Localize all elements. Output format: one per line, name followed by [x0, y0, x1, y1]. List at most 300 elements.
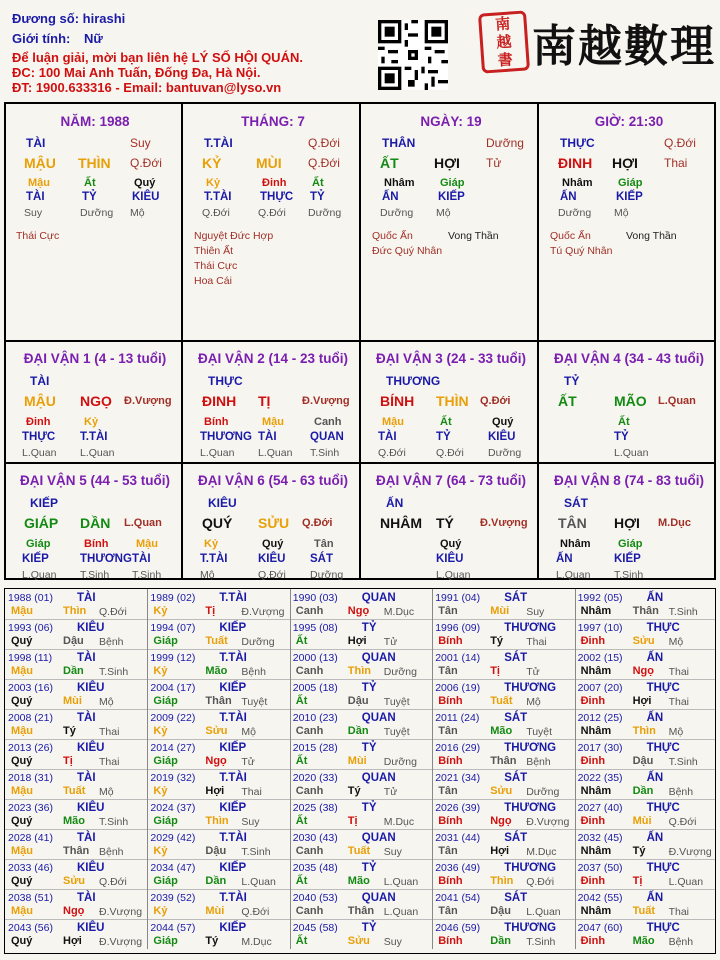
annual-stem: Ất — [295, 635, 308, 647]
annual-god: TÀI — [77, 772, 96, 784]
annual-branch: Dậu — [205, 845, 227, 857]
annual-col-divider — [575, 799, 576, 829]
annual-col-divider — [290, 919, 291, 949]
annual-year: 2030 (43) — [292, 832, 338, 844]
annual-god: KIẾP — [219, 742, 247, 754]
annual-god: TÀI — [77, 652, 96, 664]
annual-stem: Giáp — [153, 635, 178, 647]
dai-van-stage: L.Quan — [124, 517, 162, 529]
dai-van-hidden-stage: L.Quan — [22, 447, 57, 459]
dai-van-hidden-stem: Ất — [440, 416, 452, 428]
annual-year: 2008 (21) — [8, 712, 53, 724]
annual-year: 2038 (51) — [8, 892, 53, 904]
annual-col-divider — [290, 799, 291, 829]
dai-van-branch: TỊ — [258, 393, 271, 409]
annual-col-divider — [147, 739, 148, 769]
annual-god: TÀI — [77, 592, 96, 604]
annual-year: 2019 (32) — [150, 772, 196, 784]
annual-year: 2027 (40) — [577, 802, 623, 814]
annual-year: 2004 (17) — [150, 682, 196, 694]
annual-col-divider — [147, 769, 148, 799]
annual-row-divider — [5, 859, 715, 860]
annual-god: KIẾP — [219, 682, 247, 694]
annual-stage: Mộ — [241, 726, 256, 738]
annual-col-divider — [575, 619, 576, 649]
hidden-stem: Ất — [312, 177, 324, 189]
annual-god: THỰC — [646, 682, 680, 694]
annual-branch: Dần — [632, 785, 654, 797]
hidden-stem: Ất — [84, 177, 96, 189]
annual-god: SÁT — [504, 772, 528, 784]
annual-stem: Giáp — [153, 935, 178, 947]
annual-stage: M.Dục — [241, 936, 272, 948]
annual-year: 2012 (25) — [577, 712, 623, 724]
dai-van-hidden-stem: Giáp — [26, 538, 51, 550]
dai-van-hidden-stem: Canh — [314, 416, 342, 428]
dai-van-branch: HỢI — [614, 515, 640, 531]
annual-year: 2041 (54) — [435, 892, 481, 904]
pillar-god: TÀI — [26, 136, 46, 150]
annual-stage: Mộ — [668, 726, 684, 738]
annual-god: ẤN — [646, 892, 664, 904]
annual-year: 2016 (29) — [435, 742, 481, 754]
annual-god: TỶ — [361, 742, 377, 754]
annual-god: KIÊU — [77, 682, 105, 694]
annual-god: ẤN — [646, 832, 664, 844]
annual-stem: Bính — [438, 755, 463, 767]
dai-van-title: ĐẠI VẬN 4 (34 - 43 tuổi) — [553, 351, 705, 366]
hidden-god: THỰC — [260, 191, 294, 203]
dai-van-hidden-god: TỶ — [436, 431, 451, 443]
pillar-branch: MÙI — [256, 155, 282, 171]
dai-van-hidden-stage: Mộ — [200, 569, 215, 581]
annual-stage: T.Sinh — [241, 846, 271, 858]
annual-god: T.TÀI — [219, 652, 247, 664]
annual-branch: Tý — [347, 785, 361, 797]
annual-year: 2034 (47) — [150, 862, 196, 874]
annual-year: 2039 (52) — [150, 892, 196, 904]
annual-stem: Mậu — [11, 605, 33, 617]
annual-stage: Dưỡng — [383, 756, 417, 768]
annual-stem: Quý — [11, 635, 33, 647]
annual-stem: Ất — [295, 935, 308, 947]
annual-stem: Mậu — [11, 665, 33, 677]
annual-branch: Thìn — [63, 605, 87, 617]
dai-van-hidden-god: TÀI — [132, 553, 151, 565]
annual-stem: Đinh — [580, 875, 606, 887]
annual-col-divider — [147, 919, 148, 949]
annual-year: 2029 (42) — [150, 832, 196, 844]
annual-col-divider — [432, 889, 433, 919]
annual-row-divider — [5, 709, 715, 710]
annual-year: 2028 (41) — [8, 832, 53, 844]
annual-branch: Tuất — [490, 695, 513, 707]
annual-year: 1993 (06) — [8, 622, 53, 634]
annual-god: SÁT — [504, 652, 528, 664]
annual-stage: Suy — [383, 846, 402, 858]
pillar-stage: Suy — [130, 136, 151, 150]
annual-stage: Dưỡng — [383, 666, 417, 678]
pillar-branch-stage: Thai — [664, 156, 688, 170]
annual-branch: Tý — [63, 725, 76, 737]
annual-branch: Ngọ — [347, 605, 370, 617]
annual-stem: Đinh — [580, 815, 606, 827]
annual-col-divider — [432, 829, 433, 859]
annual-year: 2025 (38) — [292, 802, 338, 814]
annual-stem: Mậu — [11, 725, 33, 737]
annual-branch: Sửu — [632, 635, 655, 647]
annual-branch: Thân — [347, 905, 375, 917]
annual-branch: Ngọ — [490, 815, 512, 827]
dai-van-stage: Đ.Vượng — [480, 517, 528, 529]
annual-god: KIẾP — [219, 802, 247, 814]
annual-stem: Giáp — [153, 815, 178, 827]
annual-stem: Bính — [438, 935, 463, 947]
annual-col-divider — [432, 739, 433, 769]
annual-stem: Kỷ — [153, 845, 168, 857]
dai-van-hidden-stem: Mậu — [382, 416, 404, 428]
dai-van-hidden-stem: Giáp — [618, 538, 643, 550]
hidden-stem: Mậu — [28, 177, 50, 189]
dai-van-branch: NGỌ — [80, 393, 112, 409]
annual-col-divider — [432, 769, 433, 799]
annual-god: ẤN — [646, 652, 664, 664]
annual-year: 2010 (23) — [292, 712, 338, 724]
annual-branch: Thân — [63, 845, 90, 857]
annual-col-divider — [290, 589, 291, 619]
dai-van-stage: Q.Đới — [302, 517, 333, 529]
gender-value: Nữ — [84, 31, 103, 46]
annual-branch: Mùi — [632, 815, 652, 827]
dai-van-stem: NHÂM — [380, 515, 422, 531]
annual-col-divider — [290, 739, 291, 769]
annual-stem: Đinh — [580, 695, 606, 707]
annual-year: 1999 (12) — [150, 652, 196, 664]
annual-branch: Tị — [632, 875, 643, 887]
gender-label: Giới tính: — [12, 31, 71, 46]
annual-stage: Tử — [241, 756, 255, 768]
shensha-star: Nguyệt Đức Hợp — [194, 230, 274, 242]
annual-god: QUAN — [361, 772, 396, 784]
annual-branch: Thìn — [347, 665, 372, 677]
annual-god: SÁT — [504, 592, 528, 604]
annual-stem: Canh — [295, 905, 324, 917]
annual-stage: L.Quan — [241, 876, 276, 888]
pillar-stage: Q.Đới — [308, 136, 340, 150]
annual-stage: L.Quan — [383, 876, 419, 888]
dai-van-hidden-stem: Bính — [204, 416, 229, 428]
shensha-star: Thái Cực — [16, 230, 60, 242]
annual-stage: Thai — [668, 696, 690, 708]
annual-year: 1996 (09) — [435, 622, 481, 634]
annual-year: 2026 (39) — [435, 802, 481, 814]
annual-col-divider — [147, 619, 148, 649]
annual-stem: Ất — [295, 755, 308, 767]
brand-logo: 南越數理 — [532, 21, 716, 72]
annual-stage: Thai — [526, 636, 547, 648]
annual-god: KIẾP — [219, 862, 247, 874]
annual-branch: Dần — [63, 665, 84, 677]
dai-van-hidden-god: TỶ — [614, 431, 629, 443]
annual-year: 2024 (37) — [150, 802, 196, 814]
annual-year: 2032 (45) — [577, 832, 623, 844]
annual-branch: Mùi — [490, 605, 510, 617]
annual-stem: Tân — [438, 665, 458, 677]
annual-stage: T.Sinh — [99, 816, 129, 828]
annual-stem: Quý — [11, 815, 33, 827]
owner-name: Đương số: hirashi — [12, 11, 126, 26]
annual-god: QUAN — [361, 652, 396, 664]
dai-van-hidden-god: T.TÀI — [80, 431, 108, 443]
annual-branch: Hợi — [632, 695, 652, 707]
annual-god: SÁT — [504, 712, 528, 724]
hidden-stage: Dưỡng — [558, 207, 592, 219]
dai-van-branch: THÌN — [436, 393, 469, 409]
annual-col-divider — [147, 709, 148, 739]
annual-stem: Ất — [295, 875, 308, 887]
dai-van-hidden-god: ẤN — [556, 553, 573, 565]
annual-stage: T.Sinh — [668, 756, 698, 768]
annual-stem: Tân — [438, 605, 458, 617]
annual-year: 2000 (13) — [292, 652, 338, 664]
annual-col-divider — [575, 649, 576, 679]
dai-van-stem: MẬU — [24, 393, 56, 409]
annual-col-divider — [575, 769, 576, 799]
shensha-star: Đức Quý Nhân — [372, 245, 443, 257]
pillar-title: GIỜ: 21:30 — [594, 114, 664, 129]
annual-branch: Thân — [490, 755, 517, 767]
annual-year: 2040 (53) — [292, 892, 338, 904]
annual-stage: T.Sinh — [99, 666, 129, 678]
annual-stem: Bính — [438, 695, 463, 707]
annual-col-divider — [432, 859, 433, 889]
annual-stage: L.Quan — [526, 906, 561, 918]
annual-stem: Canh — [295, 725, 324, 737]
dai-van-hidden-stage: Dưỡng — [310, 569, 344, 581]
pillar-title: NGÀY: 19 — [420, 114, 482, 129]
annual-god: THƯƠNG — [504, 802, 557, 814]
annual-stage: Bệnh — [99, 846, 124, 858]
seal-char-2: 越 — [495, 32, 513, 52]
annual-branch: Sửu — [205, 725, 228, 737]
annual-stem: Kỷ — [153, 905, 168, 917]
annual-god: THỰC — [646, 922, 680, 934]
annual-stage: T.Sinh — [668, 606, 698, 618]
annual-row-divider — [5, 649, 715, 650]
annual-year: 2017 (30) — [577, 742, 623, 754]
annual-branch: Mùi — [63, 695, 82, 707]
shensha-star: Vong Thần — [626, 230, 677, 242]
annual-branch: Thìn — [205, 815, 229, 827]
annual-branch: Mão — [347, 875, 370, 887]
dai-van-title: ĐẠI VẬN 7 (64 - 73 tuổi) — [375, 473, 527, 488]
annual-god: THỰC — [646, 742, 680, 754]
annual-stem: Giáp — [153, 695, 178, 707]
annual-stem: Nhâm — [580, 725, 612, 737]
dai-van-stem: QUÝ — [202, 515, 233, 531]
annual-branch: Thìn — [632, 725, 656, 737]
annual-branch: Mùi — [347, 755, 367, 767]
dai-van-stage: M.Dục — [658, 517, 691, 529]
annual-year: 2035 (48) — [292, 862, 338, 874]
annual-stage: Bệnh — [526, 756, 551, 768]
annual-row-divider — [5, 919, 715, 920]
dai-van-god: TỶ — [564, 374, 580, 388]
annual-year: 1997 (10) — [577, 622, 623, 634]
annual-stage: Q.Đới — [668, 816, 697, 828]
annual-branch: Tuất — [347, 845, 371, 857]
annual-col-divider — [290, 829, 291, 859]
annual-stage: Bệnh — [668, 936, 694, 948]
dai-van-hidden-stem: Mậu — [136, 538, 158, 550]
annual-year: 2043 (56) — [8, 922, 53, 934]
annual-year: 1988 (01) — [8, 592, 53, 604]
pillar-branch: THÌN — [78, 155, 111, 171]
annual-stage: Q.Đới — [99, 606, 127, 618]
annual-stage: Suy — [383, 936, 402, 948]
annual-branch: Mão — [63, 815, 85, 827]
annual-year: 2045 (58) — [292, 922, 338, 934]
annual-stem: Bính — [438, 815, 463, 827]
pillar-god: THỰC — [560, 136, 595, 150]
dai-van-branch: MÃO — [614, 393, 647, 409]
annual-year: 2037 (50) — [577, 862, 623, 874]
annual-year: 2022 (35) — [577, 772, 623, 784]
annual-branch: Dần — [205, 875, 227, 887]
annual-col-divider — [290, 859, 291, 889]
annual-stem: Đinh — [580, 755, 606, 767]
annual-year: 2042 (55) — [577, 892, 623, 904]
annual-stage: Bệnh — [668, 786, 694, 798]
annual-god: TÀI — [77, 832, 96, 844]
annual-col-divider — [432, 919, 433, 949]
qr-code-icon — [378, 20, 448, 90]
dai-van-hidden-stage: L.Quan — [614, 447, 649, 459]
dai-van-god: TÀI — [30, 374, 50, 388]
contact-note: Để luận giải, mời bạn liên hệ LÝ SỐ HỘI QUÁN. — [12, 50, 303, 65]
annual-stem: Kỷ — [153, 785, 168, 797]
address: ĐC: 100 Mai Anh Tuấn, Đống Đa, Hà Nội. — [12, 65, 261, 80]
annual-row-divider — [5, 679, 715, 680]
annual-god: THỰC — [646, 862, 680, 874]
pillar-stage: Q.Đới — [664, 136, 696, 150]
annual-branch: Tị — [205, 605, 216, 617]
annual-stage: Tử — [383, 636, 398, 648]
dai-van-hidden-stage: L.Quan — [200, 447, 235, 459]
hidden-god: KIÊU — [132, 191, 160, 203]
annual-stage: M.Dục — [526, 846, 557, 858]
annual-col-divider — [147, 889, 148, 919]
annual-year: 1992 (05) — [577, 592, 623, 604]
annual-branch: Tị — [347, 815, 358, 827]
annual-col-divider — [432, 799, 433, 829]
annual-year: 2006 (19) — [435, 682, 481, 694]
hidden-god: TỶ — [82, 191, 97, 203]
annual-col-divider — [432, 619, 433, 649]
pillar-stem: KỶ — [202, 155, 222, 171]
hidden-stage: Q.Đới — [202, 207, 230, 219]
annual-stem: Giáp — [153, 875, 178, 887]
annual-year: 2015 (28) — [292, 742, 338, 754]
annual-branch: Dậu — [490, 905, 511, 917]
annual-stage: Tử — [383, 786, 398, 798]
annual-branch: Hợi — [490, 845, 510, 857]
annual-year: 2003 (16) — [8, 682, 53, 694]
annual-god: KIẾP — [219, 622, 247, 634]
dai-van-hidden-stem: Quý — [492, 416, 514, 428]
shensha-star: Hoa Cái — [194, 275, 232, 287]
annual-god: KIÊU — [77, 922, 105, 934]
annual-col-divider — [575, 859, 576, 889]
dai-van-stem: BÍNH — [380, 393, 415, 409]
dai-van-title: ĐẠI VẬN 3 (24 - 33 tuổi) — [375, 351, 527, 366]
annual-col-divider — [432, 589, 433, 619]
annual-stage: Thai — [241, 786, 262, 798]
pillar-stem: MẬU — [24, 155, 56, 171]
pillar-title: THÁNG: 7 — [241, 114, 305, 129]
annual-year: 1991 (04) — [435, 592, 481, 604]
annual-year: 2002 (15) — [577, 652, 623, 664]
hidden-stem: Quý — [134, 177, 156, 189]
dai-van-title: ĐẠI VẬN 2 (14 - 23 tuổi) — [197, 351, 349, 366]
annual-year: 1990 (03) — [292, 592, 338, 604]
annual-stem: Nhâm — [580, 785, 612, 797]
annual-god: SÁT — [504, 892, 528, 904]
annual-col-divider — [147, 829, 148, 859]
annual-col-divider — [147, 679, 148, 709]
dai-van-hidden-god: T.TÀI — [200, 553, 228, 565]
dai-van-hidden-stage: Q.Đới — [436, 447, 464, 459]
annual-year: 2013 (26) — [8, 742, 53, 754]
dai-van-god: ẤN — [386, 496, 404, 510]
dai-van-stem: ẤT — [558, 393, 577, 409]
annual-stage: Mộ — [99, 786, 114, 798]
dai-van-god: KIẾP — [30, 496, 59, 510]
annual-year: 2011 (24) — [435, 712, 480, 724]
phone-email: ĐT: 1900.633316 - Email: bantuvan@lyso.vn — [12, 80, 282, 95]
dai-van-hidden-god: KIẾP — [614, 553, 641, 565]
annual-stage: Tuyệt — [383, 726, 410, 738]
annual-stage: Thai — [668, 906, 690, 918]
hidden-stem: Nhâm — [562, 177, 593, 189]
annual-stem: Ất — [295, 695, 308, 707]
annual-god: THỰC — [646, 622, 680, 634]
annual-god: THỰC — [646, 802, 680, 814]
annual-stem: Nhâm — [580, 605, 612, 617]
annual-year: 2020 (33) — [292, 772, 338, 784]
dai-van-god: THỰC — [208, 374, 243, 388]
annual-god: SÁT — [504, 832, 528, 844]
dai-van-god: THƯƠNG — [386, 374, 441, 388]
annual-branch: Thìn — [490, 875, 514, 887]
dai-van-hidden-stem: Quý — [262, 538, 284, 550]
pillar-branch-stage: Tử — [486, 156, 502, 170]
annual-stem: Canh — [295, 845, 324, 857]
dai-van-hidden-stem: Ất — [618, 416, 630, 428]
hidden-god: ẤN — [382, 191, 399, 203]
hidden-god: KIẾP — [616, 191, 643, 203]
hidden-stage: Mộ — [614, 207, 629, 219]
hidden-stem: Kỷ — [206, 177, 221, 189]
pillar-god: T.TÀI — [204, 136, 233, 150]
annual-god: ẤN — [646, 592, 664, 604]
annual-stem: Đinh — [580, 635, 606, 647]
annual-stem: Kỷ — [153, 605, 168, 617]
annual-stage: Đ.Vượng — [668, 846, 712, 858]
divider — [4, 462, 716, 464]
annual-col-divider — [575, 829, 576, 859]
dai-van-hidden-god: TÀI — [378, 431, 397, 443]
